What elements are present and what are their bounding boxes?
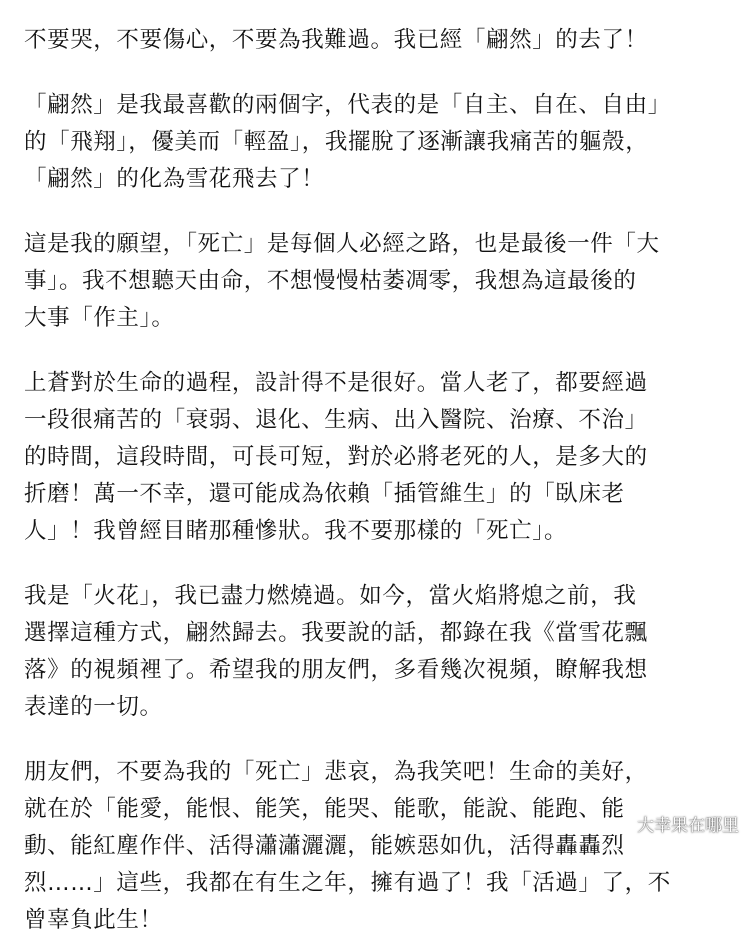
text-line: 我是「火花」，我已盡力燃燒過。如今，當火焰將熄之前，我 [24, 583, 637, 609]
text-line: 大事「作主」。 [24, 305, 175, 331]
text-line: 朋友們，不要為我的「死亡」悲哀，為我笑吧！生命的美好， [24, 759, 648, 785]
text-line: 「翩然」的化為雪花飛去了！ [24, 166, 325, 192]
text-line: 上蒼對於生命的過程，設計得不是很好。當人老了，都要經過 [24, 370, 648, 396]
text-line: 這是我的願望，「死亡」是每個人必經之路，也是最後一件「大 [24, 231, 660, 257]
text-line: 不要哭，不要傷心，不要為我難過。我已經「翩然」的去了！ [24, 27, 648, 53]
text-line: 的「飛翔」，優美而「輕盈」，我擺脫了逐漸讓我痛苦的軀殼， [24, 129, 649, 155]
text-line: 一段很痛苦的「衰弱、退化、生病、出入醫院、治療、不治」 [24, 407, 648, 433]
paragraph-4 [24, 365, 751, 550]
text-line: 折磨！萬一不幸，還可能成為依賴「插管維生」的「臥床老 [24, 481, 625, 507]
text-line: 的時間，這段時間，可長可短，對於必將老死的人，是多大的 [24, 444, 648, 470]
text-line: 落》的視頻裡了。希望我的朋友們，多看幾次視頻，瞭解我想 [24, 657, 648, 683]
paragraph-1 [24, 22, 751, 59]
text-line: 曾辜負此生！ [24, 907, 163, 933]
paragraph-2 [24, 87, 751, 198]
text-line: 表達的一切。 [24, 694, 163, 720]
text-line: 烈……」這些，我都在有生之年，擁有過了！我「活過」了，不 [24, 870, 671, 896]
text-line: 「翩然」是我最喜歡的兩個字，代表的是「自主、自在、自由」 [24, 92, 671, 118]
text-line: 人」！我曾經目睹那種慘狀。我不要那樣的「死亡」。 [24, 518, 568, 544]
paragraph-5 [24, 578, 751, 726]
paragraph-3 [24, 226, 751, 337]
text-line: 動、能紅塵作伴、活得瀟瀟灑灑，能嫉惡如仇，活得轟轟烈 [24, 833, 625, 859]
text-line: 事」。我不想聽天由命，不想慢慢枯萎凋零，我想為這最後的 [24, 268, 637, 294]
text-line: 選擇這種方式，翩然歸去。我要說的話，都錄在我《當雪花飄 [24, 620, 648, 646]
paragraph-6 [24, 754, 751, 939]
text-line: 就在於「能愛，能恨、能笑，能哭、能歌，能說、能跑、能 [24, 796, 625, 822]
watermark: 大幸果在哪里 [637, 816, 739, 836]
